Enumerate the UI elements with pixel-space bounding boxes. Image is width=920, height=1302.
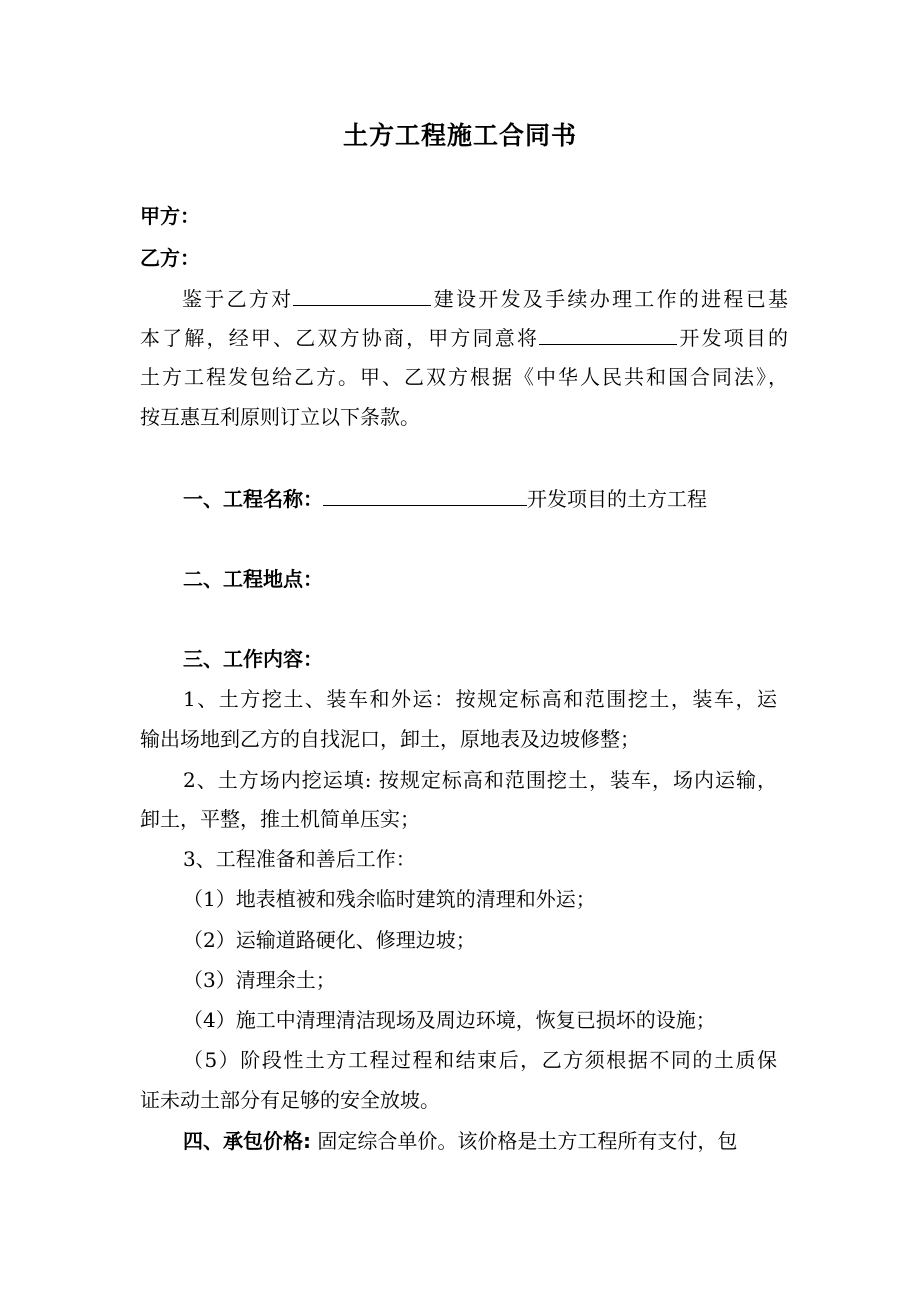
section-4-text: 固定综合单价。该价格是土方工程所有支付，包 bbox=[311, 1129, 738, 1153]
sub-item-5-line-2: 证未动土部分有足够的安全放坡。 bbox=[140, 1088, 440, 1112]
item-2-line-2: 卸土，平整，推土机简单压实； bbox=[140, 807, 420, 831]
intro-line-3: 土方工程发包给乙方。甲、乙双方根据《中华人民共和国合同法》， bbox=[140, 365, 788, 389]
intro-line-1: 鉴于乙方对 建设开发及手续办理工作的进程已基 bbox=[182, 287, 789, 311]
party-a-label: 甲方： bbox=[140, 204, 200, 228]
section-1 bbox=[183, 485, 707, 512]
section-1-heading: 一、工程名称： bbox=[183, 487, 323, 511]
sub-item-4: （4）施工中清理清洁现场及周边环境，恢复已损坏的设施； bbox=[183, 1008, 716, 1032]
section-3-heading: 三、工作内容： bbox=[183, 647, 323, 671]
sub-item-2: （2）运输道路硬化、修理边坡； bbox=[183, 928, 476, 952]
party-b-label: 乙方： bbox=[140, 246, 200, 270]
item-3: 3、工程准备和善后工作： bbox=[183, 847, 416, 871]
item-1-line-1: 1、土方挖土、装车和外运：按规定标高和范围挖土，装车，运 bbox=[183, 687, 777, 711]
sub-item-1: （1）地表植被和残余临时建筑的清理和外运； bbox=[183, 887, 596, 911]
section-1-suffix: 开发项目的土方工程 bbox=[527, 487, 707, 511]
intro-line-2: 本了解，经甲、乙双方协商，甲方同意将 开发项目的 bbox=[140, 326, 789, 350]
item-2-line-1: 2、土方场内挖运填: 按规定标高和范围挖土，装车，场内运输， bbox=[183, 768, 777, 792]
intro-line-4: 按互惠互利原则订立以下条款。 bbox=[140, 405, 420, 429]
sub-item-3: （3）清理余土； bbox=[183, 968, 336, 992]
project-name-blank[interactable] bbox=[323, 485, 527, 506]
item-1-line-2: 输出场地到乙方的自找泥口，卸土，原地表及边坡修整； bbox=[140, 727, 640, 751]
sub-item-5-line-1: （5）阶段性土方工程过程和结束后，乙方须根据不同的土质保 bbox=[183, 1048, 777, 1072]
section-4 bbox=[183, 1128, 737, 1154]
document-title: 土方工程施工合同书 bbox=[342, 121, 577, 150]
section-4-heading: 四、承包价格: bbox=[183, 1129, 311, 1153]
blank-field[interactable] bbox=[539, 324, 677, 345]
section-2-heading: 二、工程地点： bbox=[183, 567, 323, 591]
blank-field[interactable] bbox=[293, 285, 431, 306]
